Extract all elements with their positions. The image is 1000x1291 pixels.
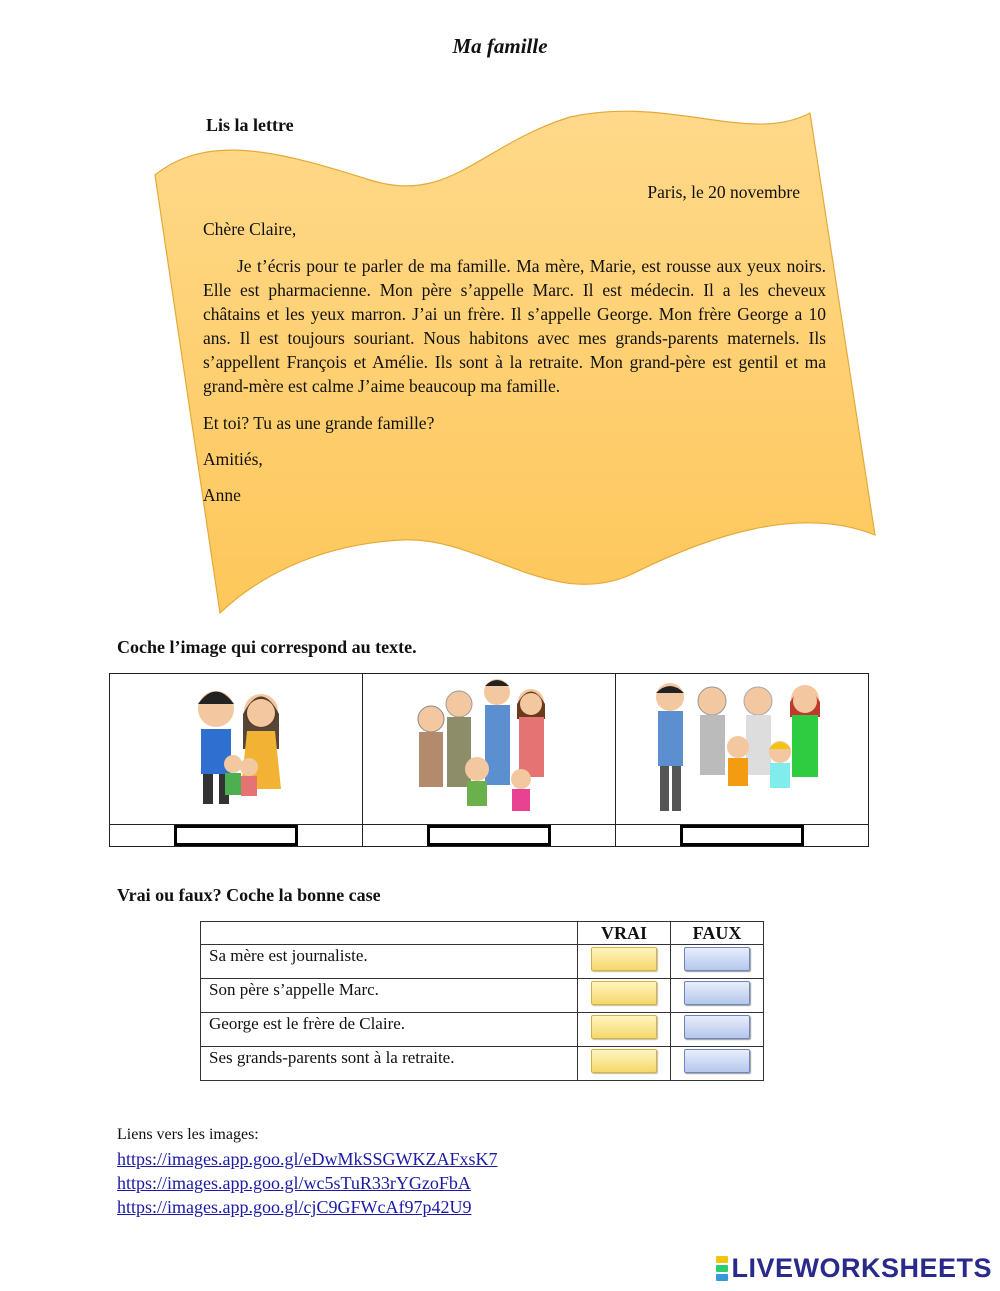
faux-checkbox[interactable] xyxy=(684,1015,750,1039)
statement: Ses grands-parents sont à la retraite. xyxy=(201,1047,578,1081)
true-false-instruction: Vrai ou faux? Coche la bonne case xyxy=(117,885,381,905)
image-link-2[interactable]: https://images.app.goo.gl/wc5sTuR33rYGzoFbA xyxy=(117,1173,471,1193)
reading-heading: Lis la lettre xyxy=(206,115,294,135)
letter-date: Paris, le 20 novembre xyxy=(647,182,800,202)
image-cell-1 xyxy=(110,674,363,825)
logo-icon xyxy=(716,1255,728,1282)
faux-checkbox[interactable] xyxy=(684,981,750,1005)
image-exercise-instruction: Coche l’image qui correspond au texte. xyxy=(117,637,417,657)
faux-checkbox[interactable] xyxy=(684,1049,750,1073)
vrai-checkbox[interactable] xyxy=(591,981,657,1005)
header-faux: FAUX xyxy=(671,922,764,945)
statement: Son père s’appelle Marc. xyxy=(201,979,578,1013)
vrai-checkbox[interactable] xyxy=(591,947,657,971)
family-parents-two-children-icon xyxy=(161,679,311,814)
vrai-checkbox[interactable] xyxy=(591,1015,657,1039)
letter xyxy=(203,180,826,519)
links-label: Liens vers les images: xyxy=(117,1126,259,1143)
true-false-table xyxy=(200,921,764,1081)
letter-question: Et toi? Tu as une grande famille? xyxy=(203,413,435,433)
table-row xyxy=(201,1013,764,1047)
image-choice-table xyxy=(109,673,869,847)
statement: Sa mère est journaliste. xyxy=(201,945,578,979)
vrai-checkbox[interactable] xyxy=(591,1049,657,1073)
letter-greeting: Chère Claire, xyxy=(203,219,297,239)
image-2-checkbox[interactable] xyxy=(427,825,551,846)
statement: George est le frère de Claire. xyxy=(201,1013,578,1047)
faux-checkbox[interactable] xyxy=(684,947,750,971)
header-empty xyxy=(201,922,578,945)
header-vrai: VRAI xyxy=(578,922,671,945)
image-3-checkbox[interactable] xyxy=(680,825,804,846)
family-grandparents-parents-two-children-icon xyxy=(640,677,845,817)
image-cell-3 xyxy=(616,674,869,825)
letter-body: Je t’écris pour te parler de ma famille. Ma mère, Marie, est rousse aux yeux noirs. Elle est pharmacienne. Mon père s’appelle Marc. Il est médecin. Il a les cheveux châtains et les yeux marron. J’ai un frère. Il s’appelle George. Mon frère George a 10 ans. Il est toujours souriant. Nous habitons avec mes grands-parents maternels. Ils s’appellent François et Amélie. Ils sont à la retraite. Mon grand-père est gentil et ma grand-mère est calme J’aime beaucoup ma famille. xyxy=(203,256,826,396)
image-links xyxy=(117,1123,498,1219)
letter-closing: Amitiés, xyxy=(203,449,263,469)
image-link-1[interactable]: https://images.app.goo.gl/eDwMkSSGWKZAFxsK7 xyxy=(117,1149,498,1169)
page-title: Ma famille xyxy=(452,34,548,58)
image-cell-2 xyxy=(363,674,616,825)
letter-signature: Anne xyxy=(203,485,241,505)
image-1-checkbox[interactable] xyxy=(174,825,298,846)
table-row xyxy=(201,979,764,1013)
table-row xyxy=(201,1047,764,1081)
image-link-3[interactable]: https://images.app.goo.gl/cjC9GFWcAf97p42U9 xyxy=(117,1197,472,1217)
family-grandparents-parents-children-icon xyxy=(409,674,569,819)
brand-name: LIVEWORKSHEETS xyxy=(731,1253,992,1283)
table-row xyxy=(201,945,764,979)
liveworksheets-logo xyxy=(716,1253,992,1284)
